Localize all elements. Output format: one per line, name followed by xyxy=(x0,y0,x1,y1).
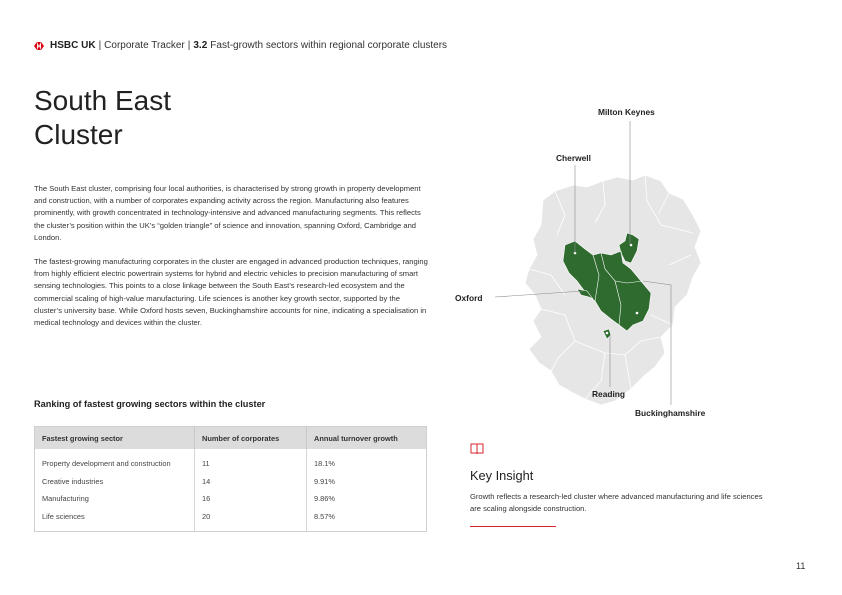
report-name: Corporate Tracker xyxy=(104,40,185,51)
column-header: Fastest growing sector xyxy=(35,427,195,450)
page-number: 11 xyxy=(796,561,806,571)
table-row xyxy=(35,490,427,508)
map-label-milton-keynes: Milton Keynes xyxy=(598,107,655,117)
section-number: 3.2 xyxy=(193,40,208,51)
section-title: Fast-growth sectors within regional corporate clusters xyxy=(210,40,448,51)
brand-name: HSBC UK xyxy=(50,40,96,51)
growth-cell: 18.1% xyxy=(314,459,335,469)
insight-text: Growth reflects a research-led cluster where advanced manufacturing and life sciences are scaling alongside construction. xyxy=(470,492,763,513)
map-label-buckinghamshire: Buckinghamshire xyxy=(635,408,706,418)
corporates-cell: 16 xyxy=(195,490,307,508)
column-header: Annual turnover growth xyxy=(307,427,427,450)
table-row xyxy=(35,473,427,491)
map-label-cherwell: Cherwell xyxy=(556,153,591,163)
cluster-map xyxy=(455,105,725,425)
table-row xyxy=(35,449,427,473)
column-header: Number of corporates xyxy=(195,427,307,450)
ranking-table xyxy=(34,426,427,532)
ranking-title: Ranking of fastest growing sectors within the cluster xyxy=(34,399,266,409)
corporates-cell: 20 xyxy=(195,508,307,532)
table-row xyxy=(35,508,427,532)
insight-title: Key Insight xyxy=(470,468,534,483)
growth-cell: 9.91% xyxy=(314,476,335,486)
map-label-reading: Reading xyxy=(592,389,626,399)
title-line-1: South East xyxy=(34,85,171,116)
sector-cell: Manufacturing xyxy=(35,490,195,508)
page-title xyxy=(34,84,294,152)
paragraph-2: The fastest-growing manufacturing corporates in the cluster are engaged in advanced production techniques, ranging from highly efficient electric powertrain systems for hybrid and electric vehicles to precision manufacturing of smart sensing technologies. This points to a close linkage between the South East’s research-led ecosystem and the commercial scaling of high-value manufacturing. Life sciences is another key growth sector, supported by the cluster’s university base. While Oxford hosts seven, Buckinghamshire accounts for nine, indicating a specialisation in medical technology and devices within the cluster. xyxy=(34,257,428,328)
title-line-2: Cluster xyxy=(34,119,123,150)
growth-cell: 9.86% xyxy=(314,494,335,504)
hsbc-logo-icon xyxy=(34,42,44,50)
buckinghamshire-marker xyxy=(636,312,639,315)
body-text xyxy=(34,183,429,341)
book-icon xyxy=(470,443,484,455)
reading-marker xyxy=(606,332,609,335)
table-header-row xyxy=(35,427,427,450)
sector-cell: Property development and construction xyxy=(35,449,195,473)
map-label-oxford: Oxford xyxy=(455,293,483,303)
corporates-cell: 14 xyxy=(195,473,307,491)
page-header: HSBC UK | Corporate Tracker | 3.2 Fast-growth sectors within regional corporate clusters xyxy=(34,40,447,51)
paragraph-1: The South East cluster, comprising four local authorities, is characterised by strong growth in property development and construction, with a number of corporates expanding activity across the region. Manufacturing also features prominently, with growth concentrated in technology-intensive and advanced manufacturing segments. This reflects the cluster’s position within the UK’s “golden triangle” of science and innovation, spanning Oxford, Cambridge and London. xyxy=(34,184,421,242)
growth-cell: 8.57% xyxy=(314,511,335,521)
sector-cell: Life sciences xyxy=(35,508,195,532)
corporates-cell: 11 xyxy=(195,449,307,473)
insight-divider xyxy=(470,526,556,527)
sector-cell: Creative industries xyxy=(35,473,195,491)
